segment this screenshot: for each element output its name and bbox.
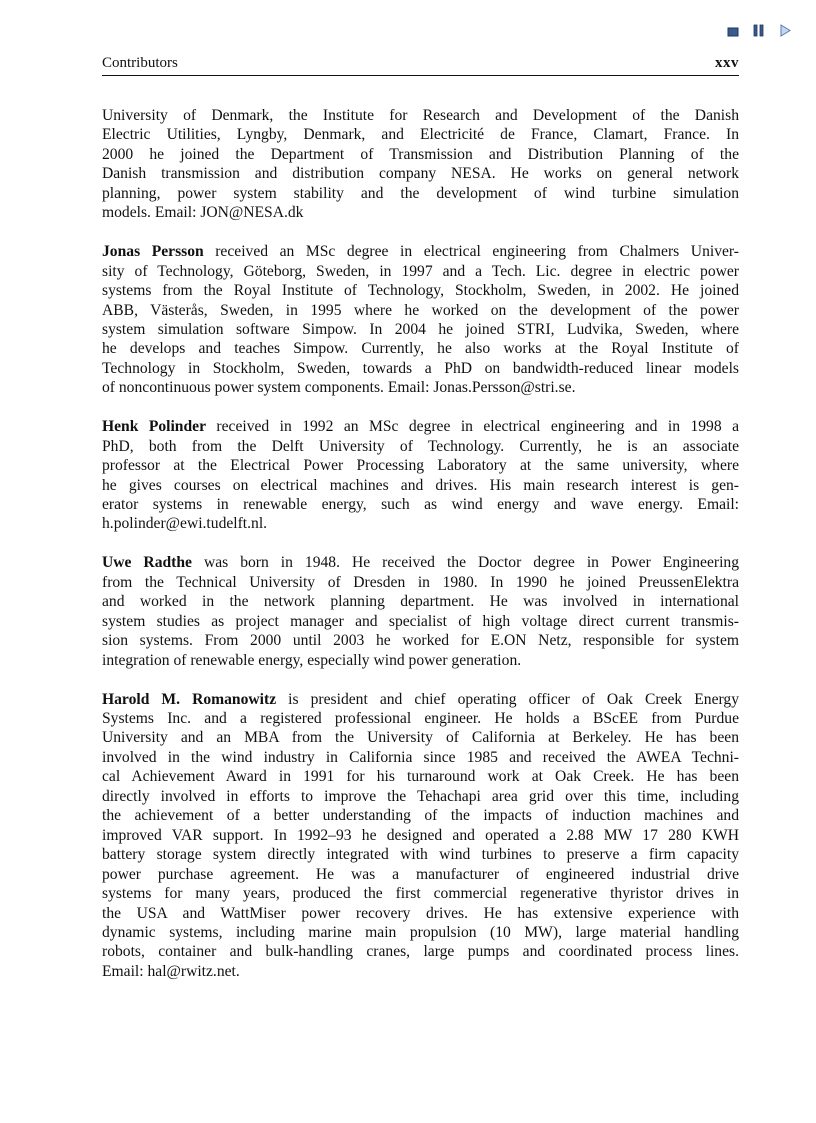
text-line: [102, 612, 739, 631]
line-text: directly involved in efforts to improve the Tehachapi area grid over this time, including: [102, 787, 739, 805]
line-text: and worked in the network planning department. He was involved in international: [102, 593, 739, 611]
line-text: improved VAR support. In 1992–93 he designed and operated a 2.88 MW 17 280 KWH: [102, 826, 739, 844]
line-text: received an MSc degree in electrical engineering from Chalmers Univer-: [203, 243, 739, 261]
text-line: [102, 942, 739, 961]
text-line: [102, 728, 739, 747]
text-line: [102, 106, 739, 125]
line-text: Electric Utilities, Lyngby, Denmark, and Electricité de France, Clamart, France. In: [102, 126, 739, 144]
text-line: [102, 437, 739, 456]
line-text: is president and chief operating officer of Oak Creek Energy: [276, 690, 739, 708]
text-line: [102, 456, 739, 475]
line-text: erator systems in renewable energy, such as wind energy and wave energy. Email:: [102, 496, 739, 514]
line-text: 2000 he joined the Department of Transmission and Distribution Planning of the: [102, 145, 739, 163]
text-line: [102, 320, 739, 339]
text-line: [102, 145, 739, 164]
pause-icon[interactable]: [753, 24, 765, 42]
line-text: system studies as project manager and specialist of high voltage direct current transmis-: [102, 612, 739, 630]
contributor-name: Henk Polinder: [102, 418, 206, 436]
contributor-paragraph: [102, 553, 739, 670]
running-header: [102, 55, 739, 76]
line-text: was born in 1948. He received the Doctor degree in Power Engineering: [191, 554, 739, 572]
line-text: integration of renewable energy, especially wind power generation.: [102, 651, 522, 669]
contributor-name: Harold M. Romanowitz: [102, 690, 277, 708]
page-body: [102, 106, 739, 1001]
line-text: models. Email: JON@NESA.dk: [102, 204, 304, 222]
text-line: [102, 748, 739, 767]
line-text: sity of Technology, Göteborg, Sweden, in 1997 and a Tech. Lic. degree in electric power: [102, 262, 739, 280]
text-line: [102, 806, 739, 825]
text-line: [102, 378, 739, 397]
line-text: battery storage system directly integrated with wind turbines to preserve a firm capacity: [102, 846, 739, 864]
line-text: sion systems. From 2000 until 2003 he worked for E.ON Netz, responsible for system: [102, 632, 739, 650]
line-text: power purchase agreement. He was a manufacturer of engineered industrial drive: [102, 865, 739, 883]
text-line: [102, 904, 739, 923]
text-line: [102, 495, 739, 514]
line-text: planning, power system stability and the development of wind turbine simulation: [102, 184, 739, 202]
line-text: the achievement of a better understanding of the impacts of induction machines and: [102, 807, 739, 825]
text-line: [102, 301, 739, 320]
text-line: [102, 865, 739, 884]
line-text: Danish transmission and distribution company NESA. He works on general network: [102, 165, 739, 183]
text-line: [102, 787, 739, 806]
line-text: PhD, both from the Delft University of Technology. Currently, he is an associate: [102, 437, 739, 455]
text-line: [102, 242, 739, 261]
text-line: [102, 184, 739, 203]
page-number: xxv: [715, 55, 739, 71]
text-line: [102, 845, 739, 864]
text-line: [102, 767, 739, 786]
text-line: [102, 690, 739, 709]
text-line: [102, 164, 739, 183]
contributor-paragraph: [102, 242, 739, 398]
text-line: [102, 339, 739, 358]
line-text: robots, container and bulk-handling cranes, large pumps and coordinated process lines.: [102, 943, 739, 961]
line-text: system simulation software Simpow. In 2004 he joined STRI, Ludvika, Sweden, where: [102, 320, 739, 338]
text-line: [102, 592, 739, 611]
text-line: [102, 651, 739, 670]
section-title: Contributors: [102, 55, 178, 71]
text-line: [102, 553, 739, 572]
contributor-name: Uwe Radthe: [102, 554, 192, 572]
contributor-name: Jonas Persson: [102, 243, 204, 261]
line-text: he gives courses on electrical machines and drives. His main research interest is gen-: [102, 476, 739, 494]
line-text: involved in the wind industry in California since 1985 and received the AWEA Techni-: [102, 748, 739, 766]
text-line: [102, 476, 739, 495]
contributor-paragraph: [102, 690, 739, 982]
text-line: [102, 125, 739, 144]
viewer-controls: [727, 24, 791, 42]
play-icon[interactable]: [779, 24, 791, 42]
text-line: [102, 573, 739, 592]
line-text: professor at the Electrical Power Processing Laboratory at the same university, where: [102, 457, 739, 475]
line-text: ABB, Västerås, Sweden, in 1995 where he worked on the development of the power: [102, 301, 739, 319]
text-line: [102, 631, 739, 650]
text-line: [102, 359, 739, 378]
line-text: he develops and teaches Simpow. Currently, he also works at the Royal Institute of: [102, 340, 739, 358]
line-text: cal Achievement Award in 1991 for his turnaround work at Oak Creek. He has been: [102, 768, 739, 786]
line-text: of noncontinuous power system components. Email: Jonas.Persson@stri.se.: [102, 379, 576, 397]
line-text: systems for many years, produced the first commercial regenerative thyristor drives in: [102, 885, 739, 903]
contributor-paragraph: [102, 417, 739, 534]
text-line: [102, 417, 739, 436]
stop-icon[interactable]: [727, 24, 739, 42]
text-line: [102, 923, 739, 942]
line-text: the USA and WattMiser power recovery drives. He has extensive experience with: [102, 904, 739, 922]
text-line: [102, 281, 739, 300]
contributor-paragraph: [102, 106, 739, 223]
text-line: [102, 203, 739, 222]
line-text: Systems Inc. and a registered professional engineer. He holds a BScEE from Purdue: [102, 709, 739, 727]
line-text: Technology in Stockholm, Sweden, towards a PhD on bandwidth-reduced linear models: [102, 359, 739, 377]
line-text: received in 1992 an MSc degree in electrical engineering and in 1998 a: [206, 418, 739, 436]
text-line: [102, 962, 739, 981]
text-line: [102, 884, 739, 903]
text-line: [102, 826, 739, 845]
line-text: dynamic systems, including marine main propulsion (10 MW), large material handling: [102, 923, 739, 941]
line-text: University of Denmark, the Institute for Research and Development of the Danish: [102, 107, 739, 124]
text-line: [102, 262, 739, 281]
text-line: [102, 514, 739, 533]
line-text: University and an MBA from the University of California at Berkeley. He has been: [102, 729, 739, 747]
line-text: systems from the Royal Institute of Technology, Stockholm, Sweden, in 2002. He joined: [102, 282, 739, 300]
text-line: [102, 709, 739, 728]
line-text: Email: hal@rwitz.net.: [102, 962, 240, 980]
line-text: from the Technical University of Dresden in 1980. In 1990 he joined PreussenElektra: [102, 573, 739, 591]
line-text: h.polinder@ewi.tudelft.nl.: [102, 515, 268, 533]
